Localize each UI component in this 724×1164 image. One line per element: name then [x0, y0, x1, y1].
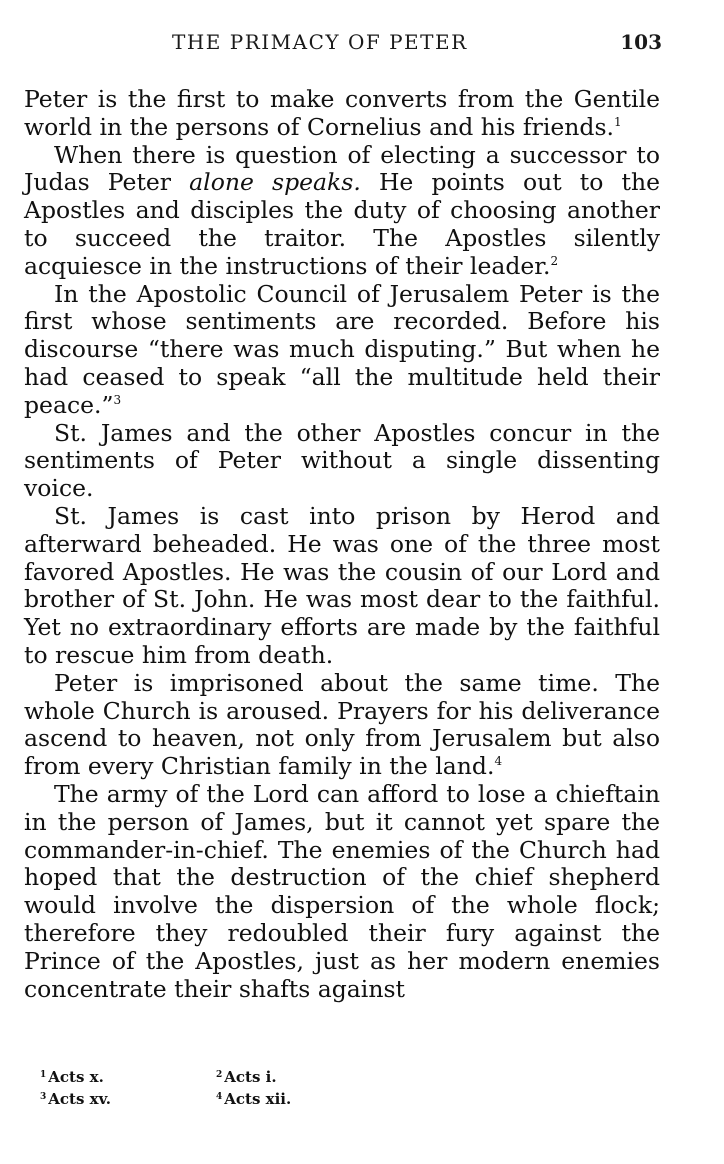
footnote [40, 1068, 216, 1086]
footnote-reference: 1 [613, 114, 622, 129]
paragraph-text: Peter is imprisoned about the same time. The whole Church is aroused. Prayers for his deliverance ascend to heaven, not only from Jerusalem but also from every Christian family in the land. [24, 668, 660, 781]
paragraph-text: The army of the Lord can afford to lose a chieftain in the person of James, but it cannot yet spare the commander-in-chief. The enemies of the Church had hoped that the destruction of the chief shepherd would involve the dispersion of the whole flock; therefore they redoubled their fury against the Prince of the Apostles, just as her modern enemies concentrate their shafts against [24, 779, 660, 1003]
paragraph [24, 281, 660, 420]
footnote-reference: 3 [113, 392, 122, 407]
paragraph-text: When there is question of electing a successor to Judas Peter [24, 140, 660, 197]
paragraph [24, 670, 660, 781]
paragraph [24, 86, 660, 142]
paragraph-text: St. James is cast into prison by Herod and afterward beheaded. He was one of the three most favored Apostles. He was the cousin of our Lord and brother of St. John. He was most dear to the faithful. Yet no extraordinary efforts are made by the faithful to rescue him from death. [24, 501, 660, 669]
footnote-reference: 2 [550, 253, 559, 268]
page-header [22, 30, 662, 58]
footnotes [40, 1068, 400, 1108]
page-number: 103 [620, 30, 662, 54]
footnote [40, 1090, 216, 1108]
footnote-text: Acts i. [224, 1068, 277, 1086]
footnote-mark: 3 [40, 1092, 47, 1102]
paragraph [24, 420, 660, 503]
footnote [216, 1090, 392, 1108]
paragraph-text: In the Apostolic Council of Jerusalem Peter is the first whose sentiments are recorded. Before his discourse “there was much disputing.” But when he had ceased to speak “all the multitude held their peace.” [24, 279, 660, 419]
footnote-text: Acts xii. [224, 1090, 292, 1108]
footnote-mark: 1 [40, 1070, 47, 1080]
paragraph [24, 142, 660, 281]
paragraph-text: Peter is the first to make converts from the Gentile world in the persons of Cornelius and his friends. [24, 85, 660, 141]
footnote-reference: 4 [494, 754, 503, 769]
paragraph [24, 781, 660, 1003]
footnote-mark: 2 [216, 1070, 223, 1080]
running-head: THE PRIMACY OF PETER [172, 30, 468, 54]
footnote-mark: 4 [216, 1092, 223, 1102]
paragraph-text: St. James and the other Apostles concur in the sentiments of Peter without a single dissenting voice. [24, 418, 660, 503]
paragraph [24, 503, 660, 670]
footnote-text: Acts xv. [48, 1090, 112, 1108]
emphasized-text: alone speaks. [189, 168, 361, 197]
paragraph-text: He points out to the Apostles and disciples the duty of choosing another to succeed the traitor. The Apostles silently acquiesce in the instructions of their leader. [24, 168, 660, 280]
body-text [24, 86, 660, 1003]
footnote-text: Acts x. [48, 1068, 104, 1086]
footnote [216, 1068, 392, 1086]
